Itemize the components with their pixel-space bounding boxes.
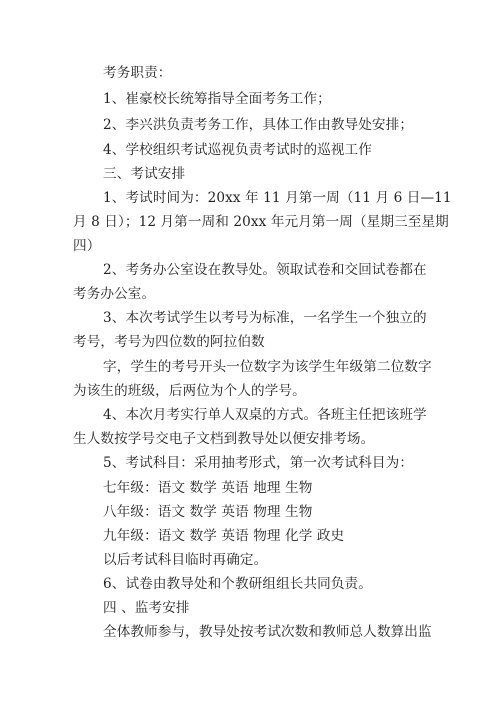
- doc-line-subjects: 5、考试科目：采用抽考形式，第一次考试科目为：: [103, 455, 414, 471]
- doc-line-exam-number-rule-cont: 为该生的班级，后两位为个人的学号。: [73, 383, 306, 399]
- doc-line-section-3-heading: 三、考试安排: [103, 166, 186, 182]
- doc-line-grade-7: 七年级：语文 数学 英语 地理 生物: [103, 480, 313, 496]
- doc-line-subjects-later: 以后考试科目临时再确定。: [103, 552, 268, 568]
- doc-line-grade-8: 八年级：语文 数学 英语 物理 生物: [103, 504, 313, 520]
- doc-line-seating: 4、本次月考实行单人双桌的方式。各班主任把该班学: [103, 407, 427, 423]
- doc-line-invigilation: 全体教师参与，教导处按考试次数和教师总人数算出监: [103, 624, 432, 640]
- doc-line-papers: 6、试卷由教导处和个教研组组长共同负责。: [103, 576, 372, 592]
- doc-line-exam-time-cont: 月 8 日）；12 月第一周和 20xx 年元月第一周（星期三至星期: [73, 214, 449, 230]
- doc-line-exam-number: 3、本次考试学生以考号为标准，一名学生一个独立的: [103, 310, 427, 326]
- doc-line-duty-4: 4、学校组织考试巡视负责考试时的巡视工作: [103, 142, 372, 158]
- doc-line-exam-time-end: 四）: [73, 238, 101, 254]
- doc-line-exam-time: 1、考试时间为：20xx 年 11 月第一周（11 月 6 日—11: [103, 190, 452, 206]
- doc-line-duty-1: 1、崔豪校长统筹指导全面考务工作；: [103, 91, 331, 107]
- doc-line-seating-cont: 生人数按学号交电子文档到教导处以便安排考场。: [73, 431, 375, 447]
- doc-line-office: 2、考务办公室设在教导处。领取试卷和交回试卷都在: [103, 262, 427, 278]
- doc-line-duties-heading: 考务职责：: [103, 65, 172, 81]
- doc-line-exam-number-cont: 考号，考号为四位数的阿拉伯数: [73, 334, 265, 350]
- doc-line-exam-number-rule: 字，学生的考号开头一位数字为该学生年级第二位数字: [103, 359, 432, 375]
- doc-line-grade-9: 九年级：语文 数学 英语 物理 化学 政史: [103, 528, 345, 544]
- doc-line-office-cont: 考务办公室。: [73, 286, 156, 302]
- doc-line-section-4-heading: 四 、监考安排: [103, 600, 190, 616]
- doc-line-duty-2: 2、李兴洪负责考务工作，具体工作由教导处安排；: [103, 117, 414, 133]
